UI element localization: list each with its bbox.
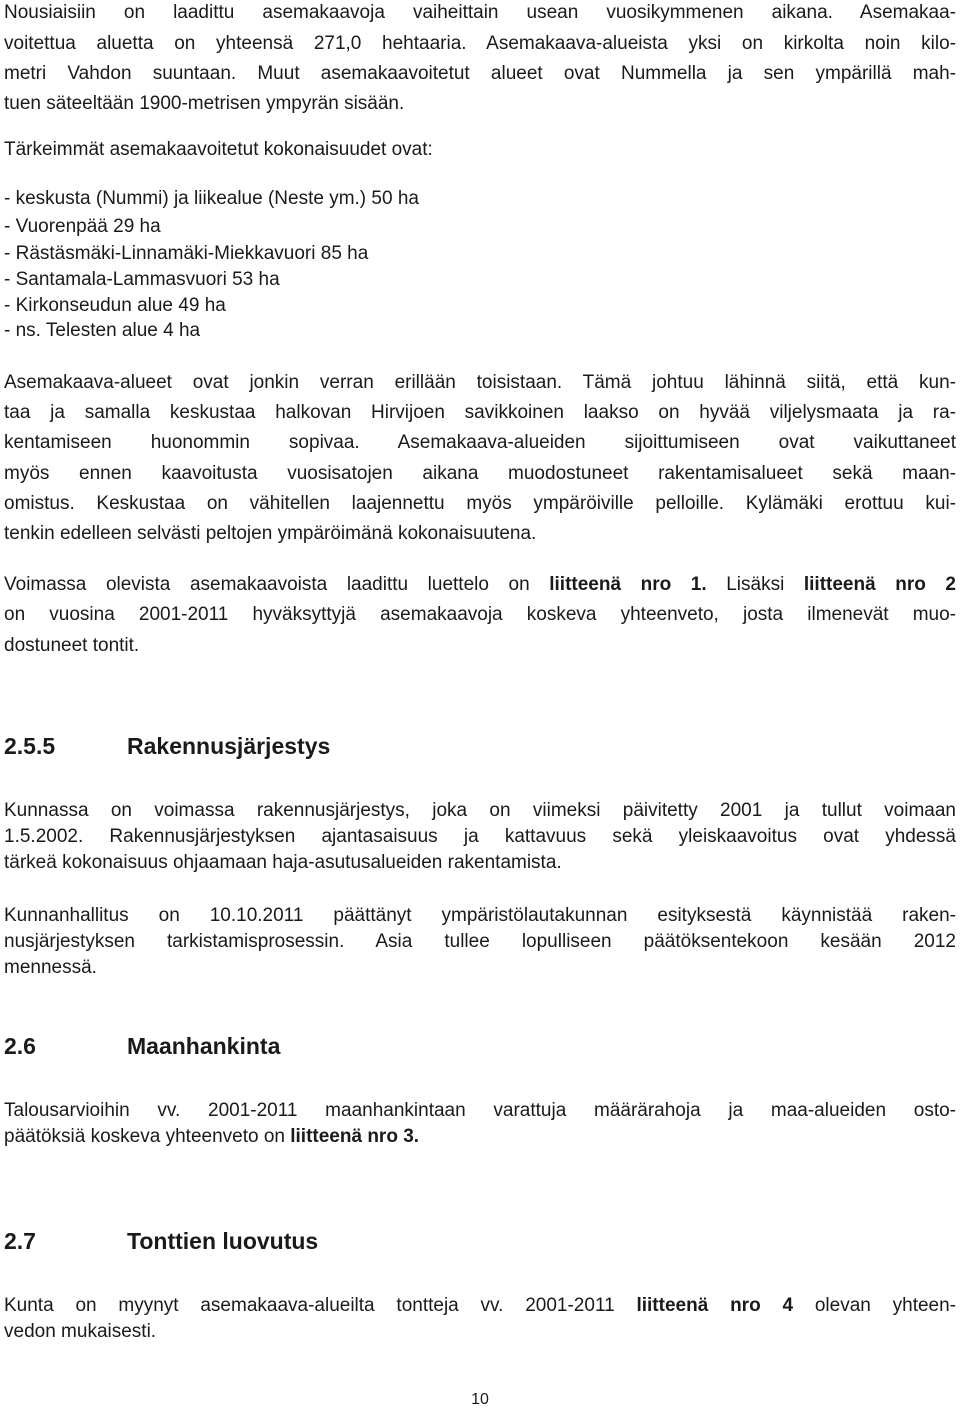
text-run: Lisäksi (706, 574, 804, 595)
paragraph-line: metri Vahdon suuntaan. Muut asemakaavoitetut alueet ovat Nummella ja sen ympärillä mah- (4, 63, 956, 84)
list-item: - keskusta (Nummi) ja liikealue (Neste ym.) 50 ha (4, 188, 419, 209)
paragraph-line: Nousiaisiin on laadittu asemakaavoja vaiheittain usean vuosikymmenen aikana. Asemakaa- (4, 2, 956, 23)
section-title: Tonttien luovutus (127, 1228, 319, 1254)
paragraph-line: tenkin edelleen selvästi peltojen ympäröimänä kokonaisuutena. (4, 523, 537, 544)
section-title: Maanhankinta (127, 1033, 281, 1059)
paragraph-line: omistus. Keskustaa on vähitellen laajennettu myös ympäröiville pelloille. Kylämäki erottuu kui- (4, 493, 956, 514)
text-run: olevan yhteen- (793, 1295, 957, 1316)
list-item: - Santamala-Lammasvuori 53 ha (4, 269, 280, 290)
list-item: - Rästäsmäki-Linnamäki-Miekkavuori 85 ha (4, 243, 369, 264)
paragraph-line: Asemakaava-alueet ovat jonkin verran erillään toisistaan. Tämä johtuu lähinnä siitä, että kun- (4, 372, 956, 393)
paragraph-line (4, 572, 956, 598)
text-run: päätöksiä koskeva yhteenveto on (4, 1126, 291, 1147)
paragraph-line: Kunnassa on voimassa rakennusjärjestys, joka on viimeksi päivitetty 2001 ja tullut voimaan (4, 800, 956, 821)
appendix-reference: liitteenä nro 3. (290, 1126, 420, 1147)
paragraph-line: myös ennen kaavoitusta vuosisatojen aikana muodostuneet rakentamisalueet sekä maan- (4, 463, 956, 484)
section-number: 2.5.5 (4, 733, 56, 759)
list-item: - Kirkonseudun alue 49 ha (4, 295, 226, 316)
page-number: 10 (471, 1391, 489, 1408)
paragraph-line: mennessä. (4, 957, 97, 978)
section-number: 2.6 (4, 1033, 36, 1059)
paragraph-line: dostuneet tontit. (4, 635, 140, 656)
paragraph-line: Kunnanhallitus on 10.10.2011 päättänyt ympäristölautakunnan esityksestä käynnistää raken- (4, 905, 956, 926)
appendix-reference: liitteenä nro 2 (803, 574, 956, 595)
paragraph-line: nusjärjestyksen tarkistamisprosessin. Asia tullee lopulliseen päätöksentekoon kesään 2012 (4, 931, 956, 952)
paragraph-line: voitettua aluetta on yhteensä 271,0 hehtaaria. Asemakaava-alueista yksi on kirkolta noin kilo- (4, 33, 956, 54)
list-item: - Vuorenpää 29 ha (4, 216, 161, 237)
paragraph-line: 1.5.2002. Rakennusjärjestyksen ajantasaisuus ja kattavuus sekä yleiskaavoitus ovat yhdessä (4, 826, 956, 847)
appendix-reference: liitteenä nro 1. (549, 574, 707, 595)
section-number: 2.7 (4, 1228, 36, 1254)
text-run: Voimassa olevista asemakaavoista laadittu luettelo on (4, 574, 550, 595)
paragraph-line (4, 1293, 956, 1319)
paragraph-line: kentamiseen huonommin sopivaa. Asemakaava-alueiden sijoittumiseen ovat vaikuttaneet (4, 432, 956, 453)
paragraph-line (4, 1124, 419, 1150)
paragraph-line: vedon mukaisesti. (4, 1321, 157, 1342)
paragraph-line: tuen säteeltään 1900-metrisen ympyrän sisään. (4, 93, 405, 114)
appendix-reference: liitteenä nro 4 (636, 1295, 794, 1316)
paragraph-line: taa ja samalla keskustaa halkovan Hirvijoen savikkoinen laakso on hyvää viljelysmaata ja ra- (4, 402, 956, 423)
paragraph-line: on vuosina 2001-2011 hyväksyttyjä asemakaavoja koskeva yhteenveto, josta ilmenevät muo- (4, 604, 956, 625)
list-intro: Tärkeimmät asemakaavoitetut kokonaisuudet ovat: (4, 139, 433, 160)
section-heading (4, 1031, 281, 1061)
list-item: - ns. Telesten alue 4 ha (4, 320, 201, 341)
text-run: Kunta on myynyt asemakaava-alueilta tontteja vv. 2001-2011 (4, 1295, 637, 1316)
section-heading (4, 1226, 319, 1256)
section-heading (4, 731, 331, 761)
paragraph-line: Talousarvioihin vv. 2001-2011 maanhankintaan varattuja määrärahoja ja maa-alueiden osto- (4, 1100, 956, 1121)
section-title: Rakennusjärjestys (127, 733, 331, 759)
paragraph-line: tärkeä kokonaisuus ohjaamaan haja-asutusalueiden rakentamista. (4, 852, 562, 873)
